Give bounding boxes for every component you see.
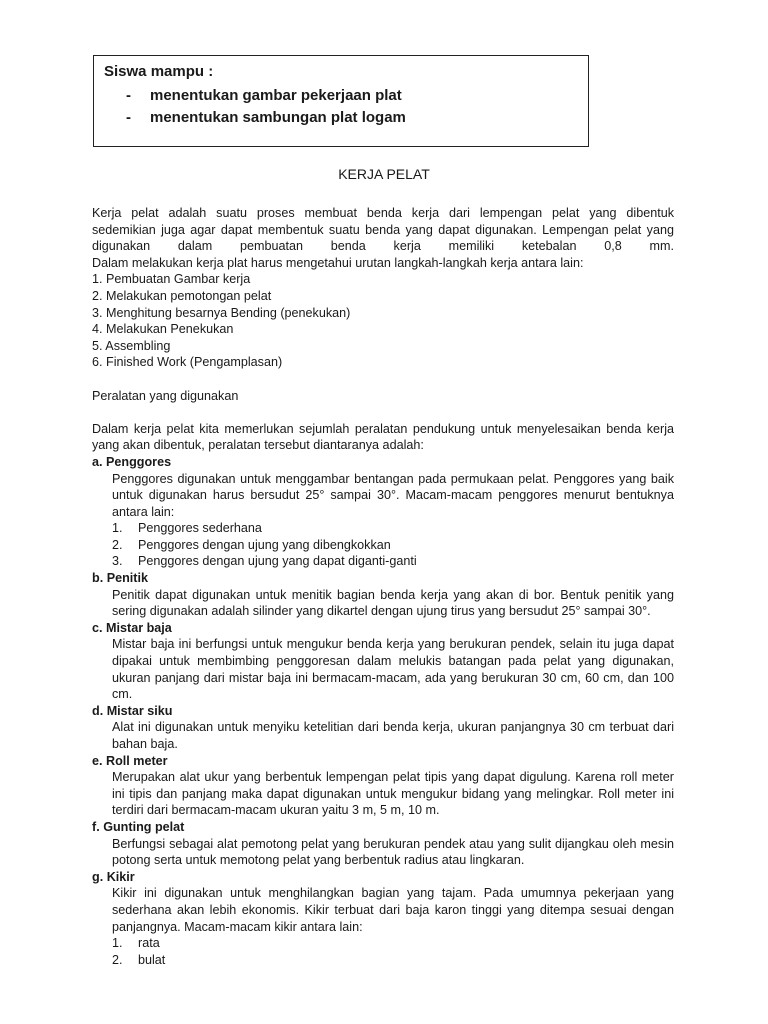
kikir-types-list <box>92 935 674 968</box>
tool-heading-mistar-siku: d. Mistar siku <box>92 703 173 718</box>
work-step: 3. Menghitung besarnya Bending (penekukan) <box>92 305 351 320</box>
list-item: 1. Penggores sederhana <box>112 521 262 536</box>
tool-heading-roll-meter: e. Roll meter <box>92 753 168 768</box>
list-item: 2. bulat <box>112 952 166 967</box>
tool-heading-mistar-baja: c. Mistar baja <box>92 620 172 635</box>
objectives-list <box>104 85 588 129</box>
page-title: KERJA PELAT <box>338 166 430 182</box>
list-item: 3. Penggores dengan ujung yang dapat diganti-ganti <box>112 554 417 569</box>
penggores-types-list <box>92 520 674 570</box>
intro-line: Dalam melakukan kerja plat harus mengetahui urutan langkah-langkah kerja antara lain: <box>92 255 584 270</box>
tool-desc-penitik: Penitik dapat digunakan untuk menitik bagian benda kerja yang akan di bor. Bentuk penitik yang sering digunakan adalah silinder yang dikartel dengan ujung tirus yang bersudut 25° sampai 30°. <box>112 587 674 619</box>
work-step: 6. Finished Work (Pengamplasan) <box>92 355 283 370</box>
list-item: 1. rata <box>112 936 160 951</box>
work-step: 5. Assembling <box>92 338 171 353</box>
tool-desc-gunting-pelat: Berfungsi sebagai alat pemotong pelat yang berukuran pendek atau yang sulit dijangkau oleh mesin potong serta untuk memotong pelat yang berbentuk radius atau lingkaran. <box>112 836 674 868</box>
learning-objectives-box <box>93 55 589 147</box>
objective-item: - menentukan gambar pekerjaan plat <box>126 87 402 104</box>
document-body <box>92 205 674 968</box>
tool-desc-mistar-baja: Mistar baja ini berfungsi untuk mengukur benda kerja yang berukuran pendek, selain itu juga dapat dipakai untuk membimbing penggoresan dalam melukis batangan pada pelat yang digunakan, ukuran panjang dari mistar baja ini bermacam-macam, ada yang berukuran 30 cm, 60 cm, dan 100 cm. <box>112 637 674 702</box>
intro-line: digunakan dalam pembuatan benda kerja memiliki ketebalan 0,8 mm. <box>92 239 674 254</box>
tool-heading-gunting-pelat: f. Gunting pelat <box>92 819 185 834</box>
tool-desc-kikir: Kikir ini digunakan untuk menghilangkan bagian yang tajam. Pada umumnya pekerjaan yang sederhana akan lebih ekonomis. Kikir terbuat dari baja karon tinggi yang ditempa sesuai dengan panjangnya. Macam-macam kikir antara lain: <box>112 886 674 934</box>
tool-desc-penggores: Penggores digunakan untuk menggambar bentangan pada permukaan pelat. Penggores yang baik untuk digunakan harus bersudut 25° sampai 30°. Macam-macam penggores menurut bentuknya antara lain: <box>112 471 674 519</box>
tool-heading-penitik: b. Penitik <box>92 571 148 586</box>
objectives-title: Siswa mampu : <box>104 63 214 80</box>
tools-heading: Peralatan yang digunakan <box>92 388 239 403</box>
tool-desc-roll-meter: Merupakan alat ukur yang berbentuk lempengan pelat tipis yang dapat digulung. Karena roll meter ini tipis dan panjang maka dapat digunakan untuk mengukur bidang yang melingkar. Roll meter ini terdiri dari bermacam-macam ukuran yaitu 3 m, 5 m, 10 m. <box>112 770 674 818</box>
work-step: 4. Melakukan Penekukan <box>92 322 234 337</box>
tool-desc-mistar-siku: Alat ini digunakan untuk menyiku ketelitian dari benda kerja, ukuran panjangnya 30 cm terbuat dari bahan baja. <box>112 720 674 751</box>
tool-heading-penggores: a. Penggores <box>92 454 172 469</box>
tools-intro: Dalam kerja pelat kita memerlukan sejumlah peralatan pendukung untuk menyelesaikan benda kerja yang akan dibentuk, peralatan tersebut diantaranya adalah: <box>92 421 674 453</box>
intro-line: sedemikian juga agar dapat membentuk suatu benda yang dapat digunakan. Lempengan pelat yang <box>92 222 674 237</box>
intro-line: Kerja pelat adalah suatu proses membuat benda kerja dari lempengan pelat yang dibentuk <box>92 206 674 220</box>
work-step: 2. Melakukan pemotongan pelat <box>92 288 272 303</box>
list-item: 2. Penggores dengan ujung yang dibengkokkan <box>112 537 391 552</box>
objective-item: - menentukan sambungan plat logam <box>126 109 406 126</box>
tool-heading-kikir: g. Kikir <box>92 869 135 884</box>
work-steps-list <box>92 271 674 371</box>
work-step: 1. Pembuatan Gambar kerja <box>92 272 251 287</box>
